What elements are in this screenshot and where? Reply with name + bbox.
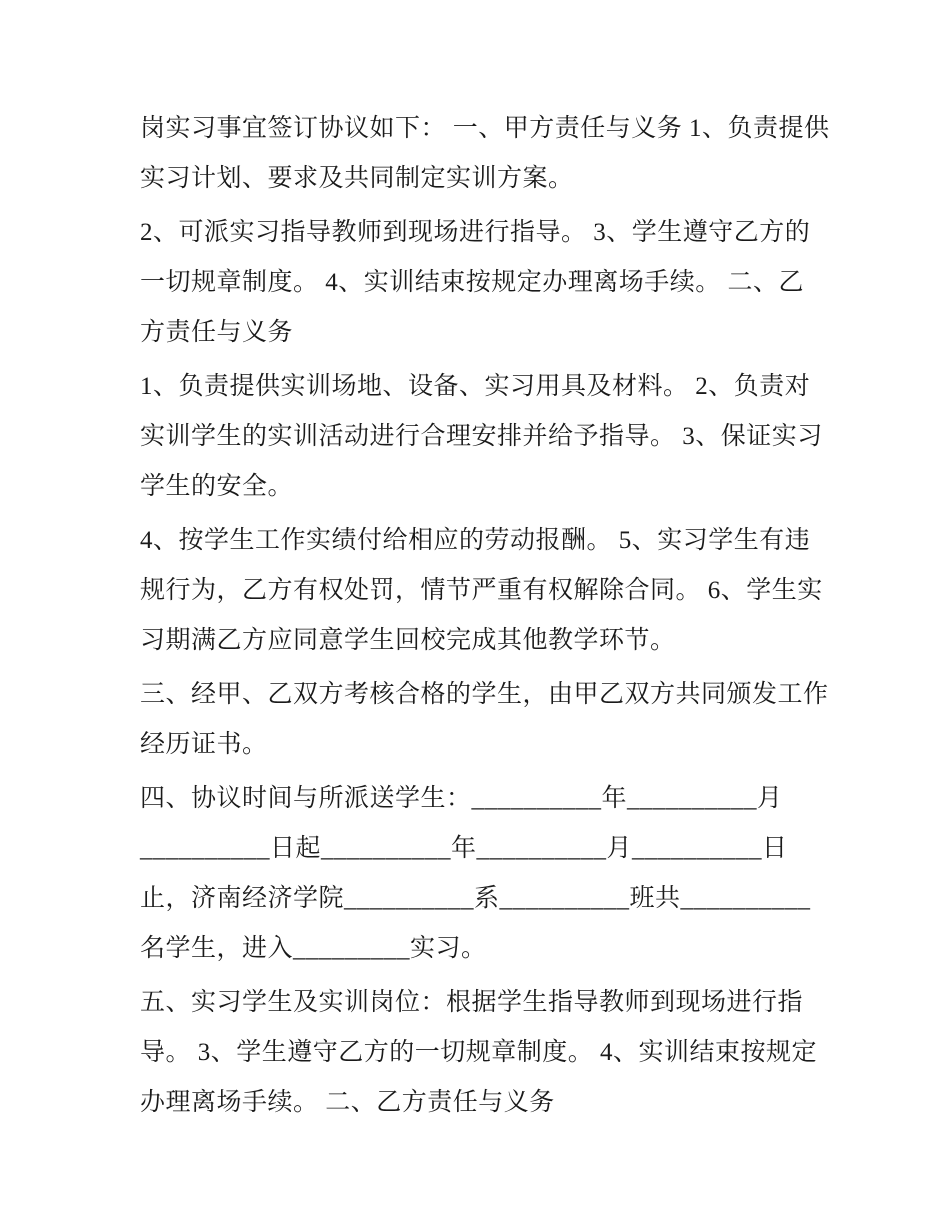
text-line-with-blanks: 名学生，进入_________实习。 xyxy=(140,935,487,962)
text-line: 4、按学生工作实绩付给相应的劳动报酬。 5、实习学生有违 xyxy=(140,527,811,554)
paragraph xyxy=(140,774,830,974)
text-line-with-blanks: 四、协议时间与所派送学生：__________年__________月 xyxy=(140,785,783,812)
text-line: 实训学生的实训活动进行合理安排并给予指导。 3、保证实习 xyxy=(140,423,823,450)
text-line: 1、负责提供实训场地、设备、实习用具及材料。 2、负责对 xyxy=(140,373,811,400)
paragraph xyxy=(140,362,830,512)
text-line: 规行为，乙方有权处罚，情节严重有权解除合同。 6、学生实 xyxy=(140,577,823,604)
text-line: 五、实习学生及实训岗位：根据学生指导教师到现场进行指 xyxy=(140,989,804,1016)
text-line: 一切规章制度。 4、实训结束按规定办理离场手续。 二、乙 xyxy=(140,269,805,296)
text-line: 导。 3、学生遵守乙方的一切规章制度。 4、实训结束按规定 xyxy=(140,1039,818,1066)
paragraph xyxy=(140,104,830,204)
text-line-with-blanks: __________日起__________年__________月__________日 xyxy=(140,835,788,862)
text-line: 经历证书。 xyxy=(140,731,268,758)
paragraph xyxy=(140,978,830,1128)
text-line: 习期满乙方应同意学生回校完成其他教学环节。 xyxy=(140,627,676,654)
paragraph xyxy=(140,208,830,358)
text-line: 实习计划、要求及共同制定实训方案。 xyxy=(140,165,574,192)
text-line: 方责任与义务 xyxy=(140,319,294,346)
text-line: 办理离场手续。 二、乙方责任与义务 xyxy=(140,1089,555,1116)
text-line: 学生的安全。 xyxy=(140,473,294,500)
text-line-with-blanks: 止，济南经济学院__________系__________班共__________ xyxy=(140,885,811,912)
text-line: 三、经甲、乙双方考核合格的学生，由甲乙双方共同颁发工作 xyxy=(140,681,829,708)
paragraph xyxy=(140,516,830,666)
text-line: 岗实习事宜签订协议如下： 一、甲方责任与义务 1、负责提供 xyxy=(140,115,830,142)
text-line: 2、可派实习指导教师到现场进行指导。 3、学生遵守乙方的 xyxy=(140,219,811,246)
paragraph xyxy=(140,670,830,770)
